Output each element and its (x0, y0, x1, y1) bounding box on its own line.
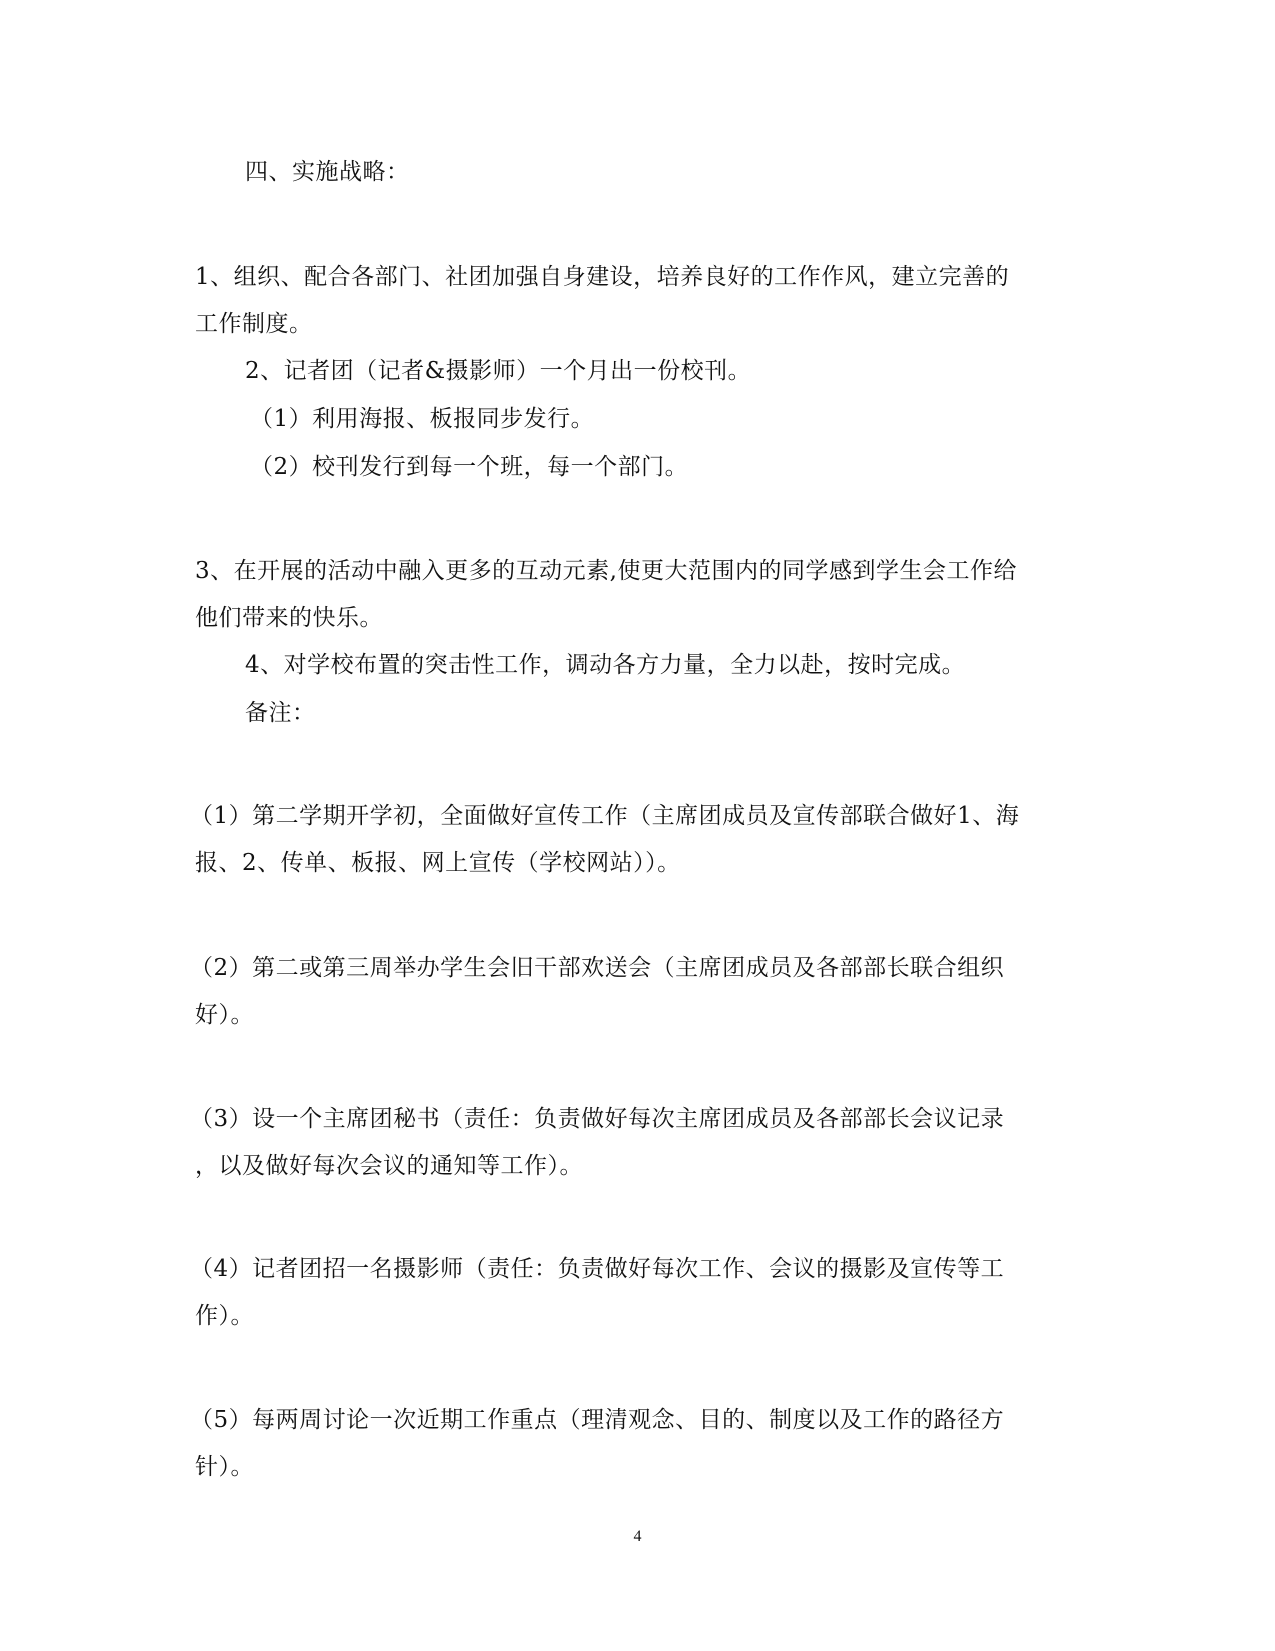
page-number: 4 (633, 1528, 642, 1545)
note-line: （2）第二或第三周举办学生会旧干部欢送会（主席团成员及各部部长联合组织 (190, 955, 1005, 981)
paragraph-line: 工作制度。 (195, 311, 313, 337)
paragraph-line: 2、记者团（记者&摄影师）一个月出一份校刊。 (245, 358, 752, 384)
note-line: （1）第二学期开学初，全面做好宣传工作（主席团成员及宣传部联合做好1、海 (190, 803, 1020, 829)
note-line: （3）设一个主席团秘书（责任：负责做好每次主席团成员及各部部长会议记录 (190, 1106, 1005, 1132)
note-line: 针）。 (195, 1454, 254, 1480)
paragraph-line: 他们带来的快乐。 (195, 605, 383, 631)
note-line: 作）。 (195, 1303, 254, 1329)
paragraph-line: 3、在开展的活动中融入更多的互动元素,使更大范围内的同学感到学生会工作给 (195, 558, 1017, 584)
sub-item: （1）利用海报、板报同步发行。 (250, 406, 595, 432)
note-line: （5）每两周讨论一次近期工作重点（理清观念、目的、制度以及工作的路径方 (190, 1407, 1005, 1433)
paragraph-line: 4、对学校布置的突击性工作，调动各方力量，全力以赴，按时完成。 (245, 652, 966, 678)
note-line: 报、2、传单、板报、网上宣传（学校网站））。 (195, 850, 681, 876)
sub-item: （2）校刊发行到每一个班，每一个部门。 (250, 454, 689, 480)
notes-label: 备注： (245, 700, 316, 726)
section-heading: 四、实施战略： (245, 159, 410, 185)
note-line: 好）。 (195, 1002, 254, 1028)
note-line: ，以及做好每次会议的通知等工作）。 (195, 1153, 583, 1179)
paragraph-line: 1、组织、配合各部门、社团加强自身建设，培养良好的工作作风，建立完善的 (195, 264, 1010, 290)
note-line: （4）记者团招一名摄影师（责任：负责做好每次工作、会议的摄影及宣传等工 (190, 1256, 1005, 1282)
